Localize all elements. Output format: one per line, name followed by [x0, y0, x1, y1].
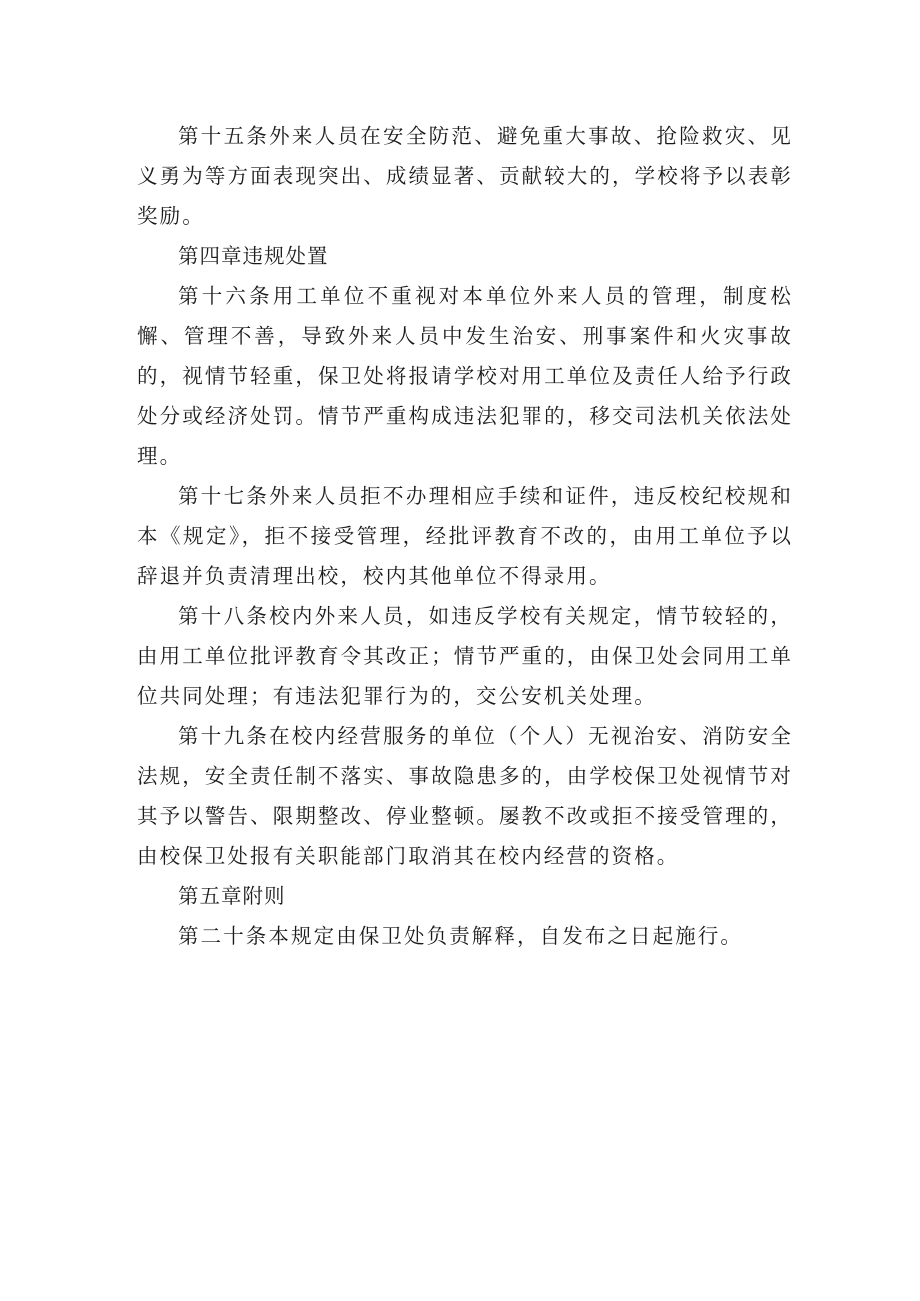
article-19: 第十九条在校内经营服务的单位（个人）无视治安、消防安全法规，安全责任制不落实、事故隐患多的，由学校保卫处视情节对其予以警告、限期整改、停业整顿。屡教不改或拒不接受管理的，由校保卫处报有关职能部门取消其在校内经营的资格。 — [137, 724, 793, 868]
article-16: 第十六条用工单位不重视对本单位外来人员的管理，制度松懈、管理不善，导致外来人员中发生治安、刑事案件和火灾事故的，视情节轻重，保卫处将报请学校对用工单位及责任人给予行政处分或经济处罚。情节严重构成违法犯罪的，移交司法机关依法处理。 — [137, 284, 793, 468]
article-17: 第十七条外来人员拒不办理相应手续和证件，违反校纪校规和本《规定》，拒不接受管理，经批评教育不改的，由用工单位予以辞退并负责清理出校，校内其他单位不得录用。 — [137, 484, 793, 588]
article-18: 第十八条校内外来人员，如违反学校有关规定，情节较轻的，由用工单位批评教育令其改正；情节严重的，由保卫处会同用工单位共同处理；有违法犯罪行为的，交公安机关处理。 — [137, 604, 793, 708]
chapter-4-heading: 第四章违规处置 — [178, 244, 329, 268]
article-20: 第二十条本规定由保卫处负责解释，自发布之日起施行。 — [178, 924, 743, 948]
article-15: 第十五条外来人员在安全防范、避免重大事故、抢险救灾、见义勇为等方面表现突出、成绩显著、贡献较大的，学校将予以表彰奖励。 — [137, 124, 793, 228]
document-body — [137, 116, 793, 956]
chapter-5-heading: 第五章附则 — [178, 884, 286, 908]
